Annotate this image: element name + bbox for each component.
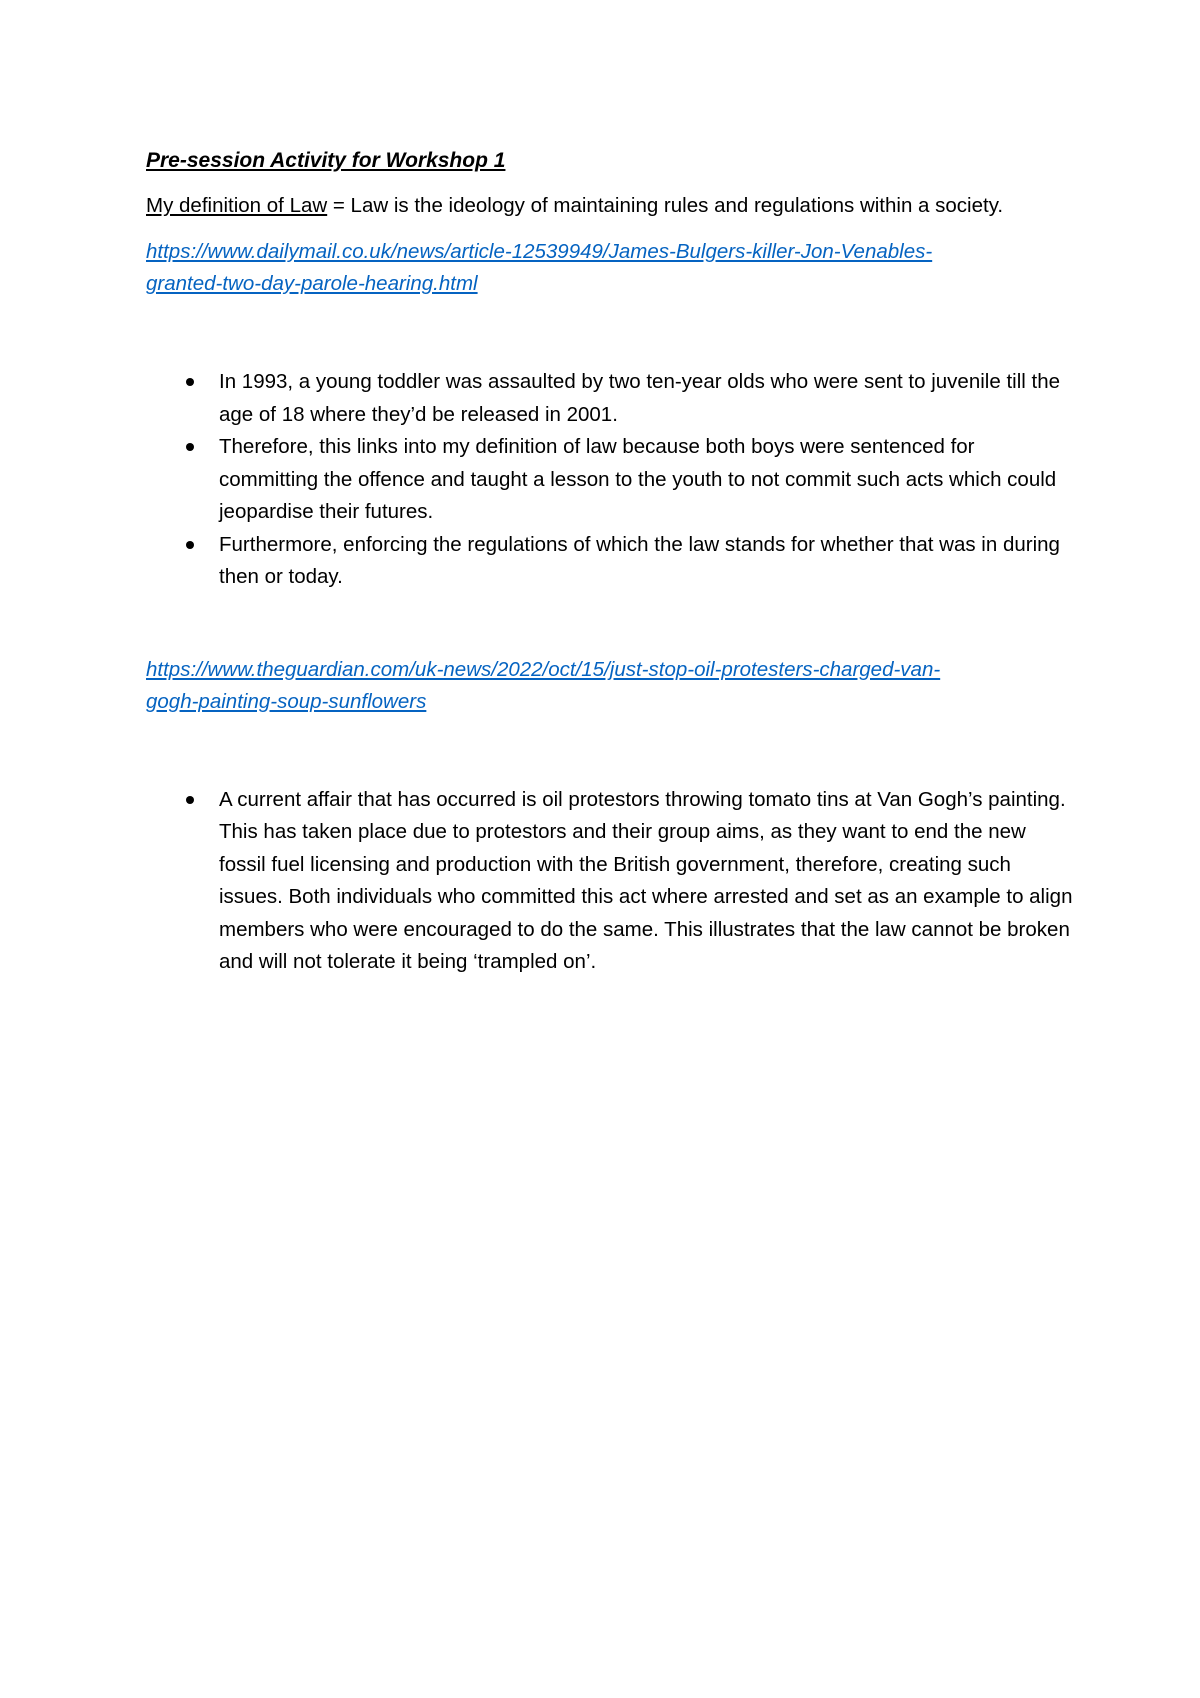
bullet-icon	[186, 443, 194, 451]
list-item-text: Therefore, this links into my definition of law because both boys were sentenced for committing the offence and taught a lesson to the youth to not commit such acts which could jeopardise their futures.	[219, 435, 1057, 523]
list-item	[146, 784, 1076, 979]
list-item	[146, 431, 1066, 529]
definition-text: = Law is the ideology of maintaining rules and regulations within a society.	[327, 194, 1004, 217]
bullet-icon	[186, 796, 194, 804]
bullet-icon	[186, 378, 194, 386]
guardian-link-line-1[interactable]: https://www.theguardian.com/uk-news/2022/oct/15/just-stop-oil-protesters-charged-van-	[146, 657, 941, 681]
dailymail-link[interactable]	[146, 236, 1026, 300]
dailymail-link-line-2[interactable]: granted-two-day-parole-hearing.html	[146, 272, 478, 295]
bullet-list-bulger-case	[146, 366, 1066, 594]
law-definition	[146, 190, 1066, 222]
bullet-list-van-gogh	[146, 784, 1076, 979]
page-title: Pre-session Activity for Workshop 1	[146, 149, 506, 172]
list-item	[146, 529, 1066, 594]
definition-label: My definition of Law	[146, 194, 328, 217]
bullet-icon	[186, 541, 194, 549]
list-item-text: In 1993, a young toddler was assaulted by two ten-year olds who were sent to juvenile till the age of 18 where they’d be released in 2001.	[219, 370, 1060, 426]
list-item	[146, 366, 1066, 431]
guardian-link-line-2[interactable]: gogh-painting-soup-sunflowers	[146, 689, 427, 713]
list-item-text: Furthermore, enforcing the regulations of which the law stands for whether that was in during then or today.	[219, 532, 1060, 588]
dailymail-link-line-1[interactable]: https://www.dailymail.co.uk/news/article-12539949/James-Bulgers-killer-Jon-Venables-	[146, 240, 933, 263]
document-page	[146, 146, 1073, 979]
list-item-text: A current affair that has occurred is oil protestors throwing tomato tins at Van Gogh’s painting. This has taken place due to protestors and their group aims, as they want to end the new fossil fuel licensing and production with the British government, therefore, creating such issues. Both individuals who committed this act where arrested and set as an example to align members who were encouraged to do the same. This illustrates that the law cannot be broken and will not tolerate it being ‘trampled on’.	[219, 787, 1073, 973]
guardian-link[interactable]	[146, 654, 1056, 718]
